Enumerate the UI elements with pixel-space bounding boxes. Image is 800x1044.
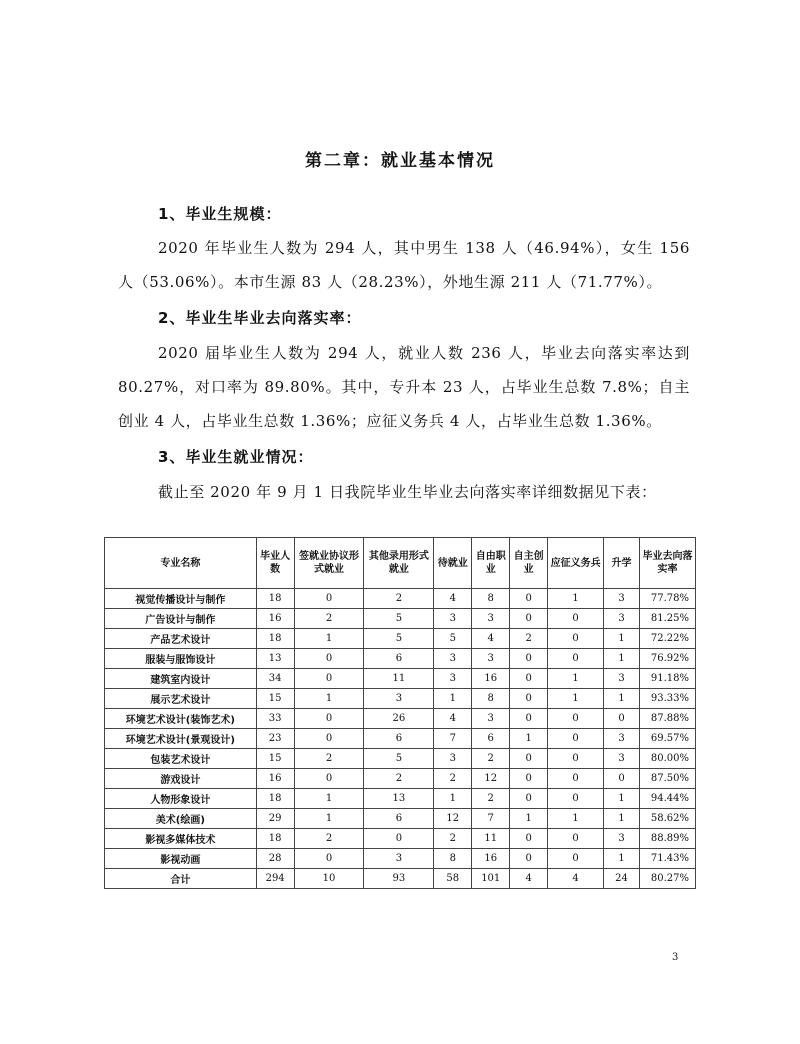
table-cell: 3 [434, 669, 472, 689]
cell-major-name: 环境艺术设计(景观设计) [105, 729, 257, 749]
table-cell: 2 [510, 629, 548, 649]
col-header-pending: 待就业 [434, 538, 472, 589]
cell-placement-rate: 80.00% [639, 749, 695, 769]
table-cell: 0 [294, 769, 364, 789]
table-cell: 0 [510, 849, 548, 869]
table-cell: 0 [548, 709, 604, 729]
cell-placement-rate: 80.27% [639, 869, 695, 889]
table-row [105, 709, 696, 729]
table-cell: 3 [472, 609, 510, 629]
cell-placement-rate: 87.88% [639, 709, 695, 729]
table-cell: 5 [364, 629, 434, 649]
table-cell: 0 [510, 609, 548, 629]
table-cell: 11 [364, 669, 434, 689]
table-cell: 24 [604, 869, 640, 889]
table-cell: 0 [548, 829, 604, 849]
table-cell: 2 [434, 769, 472, 789]
table-cell: 1 [548, 589, 604, 609]
table-header-row [105, 538, 696, 589]
table-cell: 1 [294, 689, 364, 709]
table-cell: 1 [548, 669, 604, 689]
cell-major-name: 服装与服饰设计 [105, 649, 257, 669]
table-cell: 16 [472, 669, 510, 689]
paragraph-placement-rate: 2020 届毕业生人数为 294 人，就业人数 236 人，毕业去向落实率达到 80.27%，对口率为 89.80%。其中，专升本 23 人，占毕业生总数 7.8%；自主创业 4 人，占毕业生总数 1.36%；应征义务兵 4 人，占毕业生总数 1.36%。 [118, 344, 690, 430]
cell-major-name: 环境艺术设计(装饰艺术) [105, 709, 257, 729]
cell-placement-rate: 77.78% [639, 589, 695, 609]
paragraph-employment: 截止至 2020 年 9 月 1 日我院毕业生毕业去向落实率详细数据见下表： [158, 483, 657, 501]
table-cell: 4 [434, 709, 472, 729]
table-cell: 0 [510, 589, 548, 609]
table-cell: 0 [294, 589, 364, 609]
table-cell: 3 [364, 849, 434, 869]
table-cell: 15 [256, 689, 294, 709]
table-row [105, 589, 696, 609]
table-cell: 1 [604, 649, 640, 669]
table-row [105, 729, 696, 749]
table-cell: 4 [510, 869, 548, 889]
table-row [105, 769, 696, 789]
section-heading-placement-rate: 2、毕业生毕业去向落实率： [158, 309, 362, 327]
cell-placement-rate: 87.50% [639, 769, 695, 789]
table-cell: 12 [472, 769, 510, 789]
col-header-agreement: 签就业协议形式就业 [294, 538, 364, 589]
table-cell: 7 [472, 809, 510, 829]
cell-major-name: 产品艺术设计 [105, 629, 257, 649]
col-header-enlisted: 应征义务兵 [548, 538, 604, 589]
table-cell: 1 [604, 689, 640, 709]
table-cell: 0 [510, 709, 548, 729]
table-cell: 58 [434, 869, 472, 889]
section-heading-employment: 3、毕业生就业情况： [158, 448, 314, 466]
table-cell: 2 [294, 829, 364, 849]
table-cell: 23 [256, 729, 294, 749]
page-number: 3 [672, 952, 679, 963]
table-cell: 16 [256, 769, 294, 789]
cell-major-name: 广告设计与制作 [105, 609, 257, 629]
table-cell: 3 [434, 749, 472, 769]
table-cell: 1 [510, 809, 548, 829]
table-cell: 1 [604, 849, 640, 869]
table-cell: 3 [604, 589, 640, 609]
table-cell: 0 [510, 789, 548, 809]
table-row [105, 689, 696, 709]
cell-major-name: 建筑室内设计 [105, 669, 257, 689]
table-cell: 0 [294, 729, 364, 749]
cell-placement-rate: 71.43% [639, 849, 695, 869]
table-cell: 0 [294, 669, 364, 689]
table-cell: 3 [472, 649, 510, 669]
table-cell: 0 [548, 849, 604, 869]
table-cell: 15 [256, 749, 294, 769]
cell-placement-rate: 69.57% [639, 729, 695, 749]
table-cell: 12 [434, 809, 472, 829]
table-cell: 0 [510, 689, 548, 709]
table-cell: 0 [548, 609, 604, 629]
cell-major-name: 合计 [105, 869, 257, 889]
table-cell: 0 [604, 769, 640, 789]
table-cell: 10 [294, 869, 364, 889]
cell-major-name: 包装艺术设计 [105, 749, 257, 769]
table-cell: 29 [256, 809, 294, 829]
table-cell: 6 [364, 809, 434, 829]
table-cell: 3 [364, 689, 434, 709]
col-header-further-study: 升学 [604, 538, 640, 589]
table-cell: 1 [604, 809, 640, 829]
table-cell: 3 [434, 609, 472, 629]
cell-placement-rate: 93.33% [639, 689, 695, 709]
table-cell: 2 [434, 829, 472, 849]
table-row [105, 669, 696, 689]
table-cell: 294 [256, 869, 294, 889]
table-cell: 3 [434, 649, 472, 669]
employment-table [104, 537, 696, 889]
table-cell: 2 [364, 589, 434, 609]
col-header-other-hire: 其他录用形式就业 [364, 538, 434, 589]
col-header-graduates: 毕业人数 [256, 538, 294, 589]
table-row [105, 609, 696, 629]
table-cell: 3 [604, 669, 640, 689]
table-cell: 2 [364, 769, 434, 789]
table-cell: 0 [510, 649, 548, 669]
table-cell: 8 [434, 849, 472, 869]
section-heading-scale: 1、毕业生规模： [158, 205, 282, 223]
table-cell: 0 [364, 829, 434, 849]
table-cell: 1 [604, 629, 640, 649]
table-cell: 4 [472, 629, 510, 649]
cell-placement-rate: 94.44% [639, 789, 695, 809]
table-cell: 6 [472, 729, 510, 749]
table-row [105, 849, 696, 869]
table-cell: 1 [548, 809, 604, 829]
table-cell: 0 [510, 769, 548, 789]
table-cell: 1 [434, 789, 472, 809]
table-cell: 0 [510, 749, 548, 769]
cell-placement-rate: 58.62% [639, 809, 695, 829]
table-cell: 28 [256, 849, 294, 869]
table-cell: 18 [256, 629, 294, 649]
table-cell: 4 [548, 869, 604, 889]
cell-major-name: 游戏设计 [105, 769, 257, 789]
col-header-freelance: 自由职业 [472, 538, 510, 589]
table-cell: 16 [472, 849, 510, 869]
table-cell: 26 [364, 709, 434, 729]
cell-major-name: 视觉传播设计与制作 [105, 589, 257, 609]
table-cell: 1 [294, 789, 364, 809]
table-cell: 1 [294, 629, 364, 649]
table-cell: 93 [364, 869, 434, 889]
paragraph-scale: 2020 年毕业生人数为 294 人，其中男生 138 人（46.94%），女生 156 人（53.06%）。本市生源 83 人（28.23%），外地生源 211 人（71.77%）。 [118, 239, 690, 291]
table-cell: 0 [548, 749, 604, 769]
cell-placement-rate: 72.22% [639, 629, 695, 649]
table-cell: 16 [256, 609, 294, 629]
table-cell: 34 [256, 669, 294, 689]
table-cell: 101 [472, 869, 510, 889]
table-cell: 0 [548, 769, 604, 789]
col-header-startup: 自主创业 [510, 538, 548, 589]
table-cell: 3 [604, 829, 640, 849]
cell-placement-rate: 81.25% [639, 609, 695, 629]
table-cell: 0 [294, 649, 364, 669]
table-cell: 1 [510, 729, 548, 749]
table-cell: 0 [548, 649, 604, 669]
table-cell: 8 [472, 689, 510, 709]
table-cell: 5 [434, 629, 472, 649]
table-cell: 8 [472, 589, 510, 609]
table-row [105, 789, 696, 809]
cell-major-name: 展示艺术设计 [105, 689, 257, 709]
table-cell: 0 [548, 789, 604, 809]
table-cell: 0 [510, 669, 548, 689]
table-total-row [105, 869, 696, 889]
cell-major-name: 影视多媒体技术 [105, 829, 257, 849]
table-cell: 6 [364, 649, 434, 669]
table-cell: 18 [256, 829, 294, 849]
table-cell: 6 [364, 729, 434, 749]
table-cell: 3 [604, 609, 640, 629]
table-cell: 11 [472, 829, 510, 849]
table-cell: 0 [604, 709, 640, 729]
table-cell: 2 [472, 749, 510, 769]
table-row [105, 809, 696, 829]
cell-placement-rate: 76.92% [639, 649, 695, 669]
table-cell: 13 [256, 649, 294, 669]
table-cell: 2 [472, 789, 510, 809]
table-cell: 18 [256, 789, 294, 809]
table-row [105, 629, 696, 649]
table-cell: 13 [364, 789, 434, 809]
cell-major-name: 影视动画 [105, 849, 257, 869]
table-cell: 4 [434, 589, 472, 609]
table-cell: 18 [256, 589, 294, 609]
table-cell: 2 [294, 749, 364, 769]
table-row [105, 829, 696, 849]
table-cell: 0 [510, 829, 548, 849]
table-cell: 5 [364, 609, 434, 629]
table-cell: 5 [364, 749, 434, 769]
col-header-major: 专业名称 [105, 538, 257, 589]
table-cell: 1 [294, 809, 364, 829]
table-cell: 7 [434, 729, 472, 749]
table-cell: 1 [548, 689, 604, 709]
table-row [105, 749, 696, 769]
table-cell: 3 [604, 729, 640, 749]
table-cell: 1 [434, 689, 472, 709]
table-cell: 0 [548, 629, 604, 649]
table-cell: 3 [604, 749, 640, 769]
col-header-placement-rate: 毕业去向落实率 [639, 538, 695, 589]
cell-major-name: 美术(绘画) [105, 809, 257, 829]
table-cell: 2 [294, 609, 364, 629]
table-cell: 0 [294, 709, 364, 729]
cell-placement-rate: 91.18% [639, 669, 695, 689]
table-cell: 1 [604, 789, 640, 809]
table-cell: 0 [294, 849, 364, 869]
table-cell: 3 [472, 709, 510, 729]
table-row [105, 649, 696, 669]
chapter-title: 第二章：就业基本情况 [305, 151, 495, 171]
table-cell: 0 [548, 729, 604, 749]
cell-placement-rate: 88.89% [639, 829, 695, 849]
cell-major-name: 人物形象设计 [105, 789, 257, 809]
table-cell: 33 [256, 709, 294, 729]
